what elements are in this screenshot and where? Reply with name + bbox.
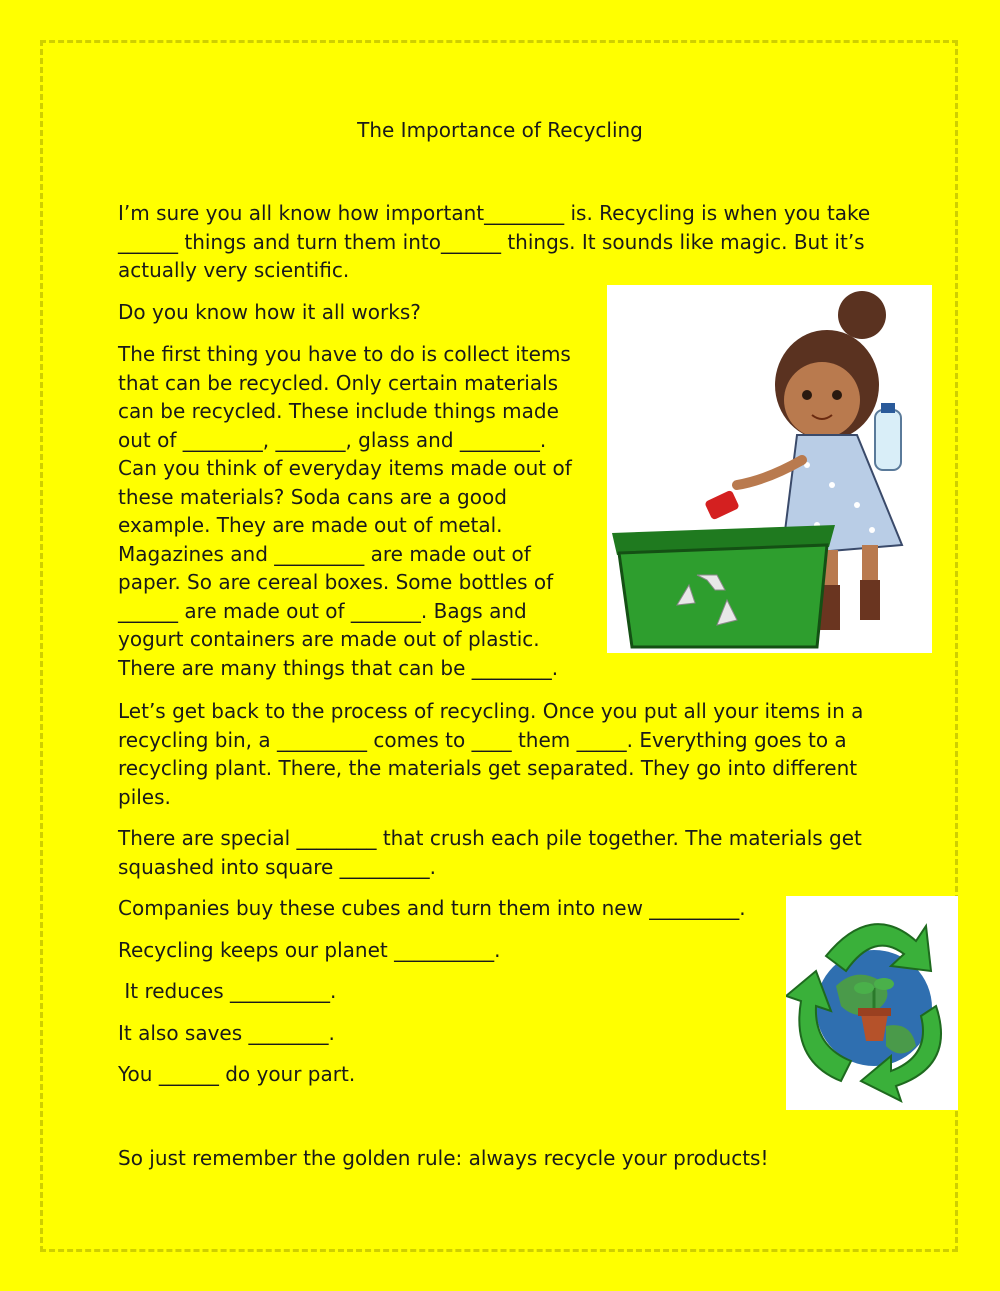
paragraph-companies: Companies buy these cubes and turn them into new _________. <box>118 896 746 920</box>
recycle-globe-icon <box>786 896 958 1110</box>
paragraph-reduces: It reduces __________. <box>118 979 337 1003</box>
paragraph-saves: It also saves ________. <box>118 1021 335 1045</box>
paragraph-do-your-part: You ______ do your part. <box>118 1062 356 1086</box>
paragraph-question: Do you know how it all works? <box>118 300 421 324</box>
paragraph-process: Let’s get back to the process of recycling. Once you put all your items in a recycling bin, a _________ comes to ____ them _____. Everything goes to a recycling plant. There, the materials get separated. They go into different piles. <box>118 699 864 809</box>
page-title: The Importance of Recycling <box>357 118 643 142</box>
girl-recycling-icon <box>607 285 932 653</box>
paragraph-planet: Recycling keeps our planet __________. <box>118 938 501 962</box>
recycle-globe-illustration <box>786 896 958 1110</box>
paragraph-machines: There are special ________ that crush each pile together. The materials get squashed into square _________. <box>118 826 862 879</box>
paragraph-golden-rule: So just remember the golden rule: always recycle your products! <box>118 1146 769 1170</box>
paragraph-materials: The first thing you have to do is collect items that can be recycled. Only certain materials can be recycled. These include things made out of ________, _______, glass and ________. Can you think of everyday items made out of these materials? Soda cans are a good example. They are made out of metal. Magazines and _________ are made out of paper. So are cereal boxes. Some bottles of ______ are made out of _______. Bags and yogurt containers are made out of plastic. There are many things that can be ________. <box>118 342 572 680</box>
paragraph-intro: I’m sure you all know how important________ is. Recycling is when you take ______ things and turn them into______ things. It sounds like magic. But it’s actually very scientific. <box>118 201 871 282</box>
girl-recycling-illustration <box>607 285 932 653</box>
